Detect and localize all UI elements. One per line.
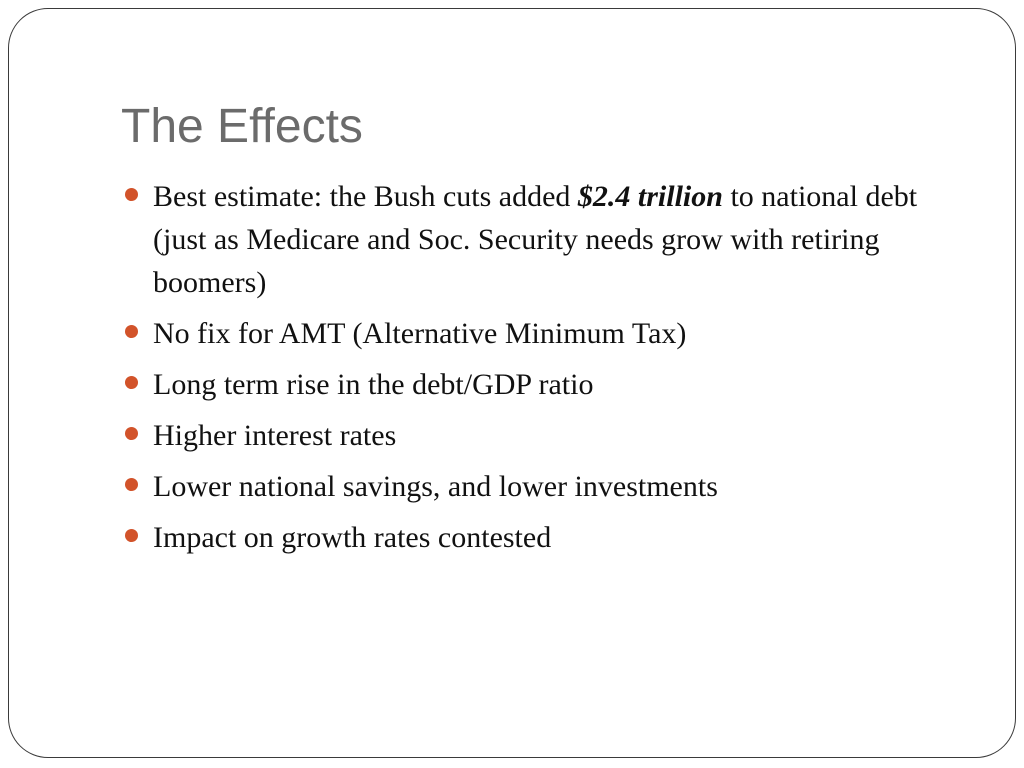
bullet-dot-icon (125, 529, 138, 542)
bullet-text: Lower national savings, and lower investments (153, 470, 718, 503)
bullet-dot-icon (125, 325, 138, 338)
bullet-dot-icon (125, 478, 138, 491)
bullet-dot-icon (125, 188, 138, 201)
bullet-item (121, 312, 951, 355)
bullet-list (121, 175, 951, 567)
bullet-text: Higher interest rates (153, 419, 397, 452)
bullet-item (121, 175, 951, 304)
slide-frame (8, 8, 1016, 758)
bullet-text: Long term rise in the debt/GDP ratio (153, 368, 594, 401)
bullet-dot-icon (125, 376, 138, 389)
slide-title: The Effects (121, 100, 363, 153)
bullet-text: Impact on growth rates contested (153, 521, 552, 554)
bullet-dot-icon (125, 427, 138, 440)
bullet-text-after: to national debt (just as Medicare and Soc. Security needs grow with retiring boomers) (153, 180, 918, 299)
bullet-item (121, 414, 951, 457)
bullet-text: No fix for AMT (Alternative Minimum Tax) (153, 317, 687, 350)
bullet-text-emphasis: $2.4 trillion (577, 180, 723, 213)
bullet-item (121, 516, 951, 559)
bullet-item (121, 465, 951, 508)
bullet-text-before: Best estimate: the Bush cuts added (153, 180, 578, 213)
bullet-item (121, 363, 951, 406)
